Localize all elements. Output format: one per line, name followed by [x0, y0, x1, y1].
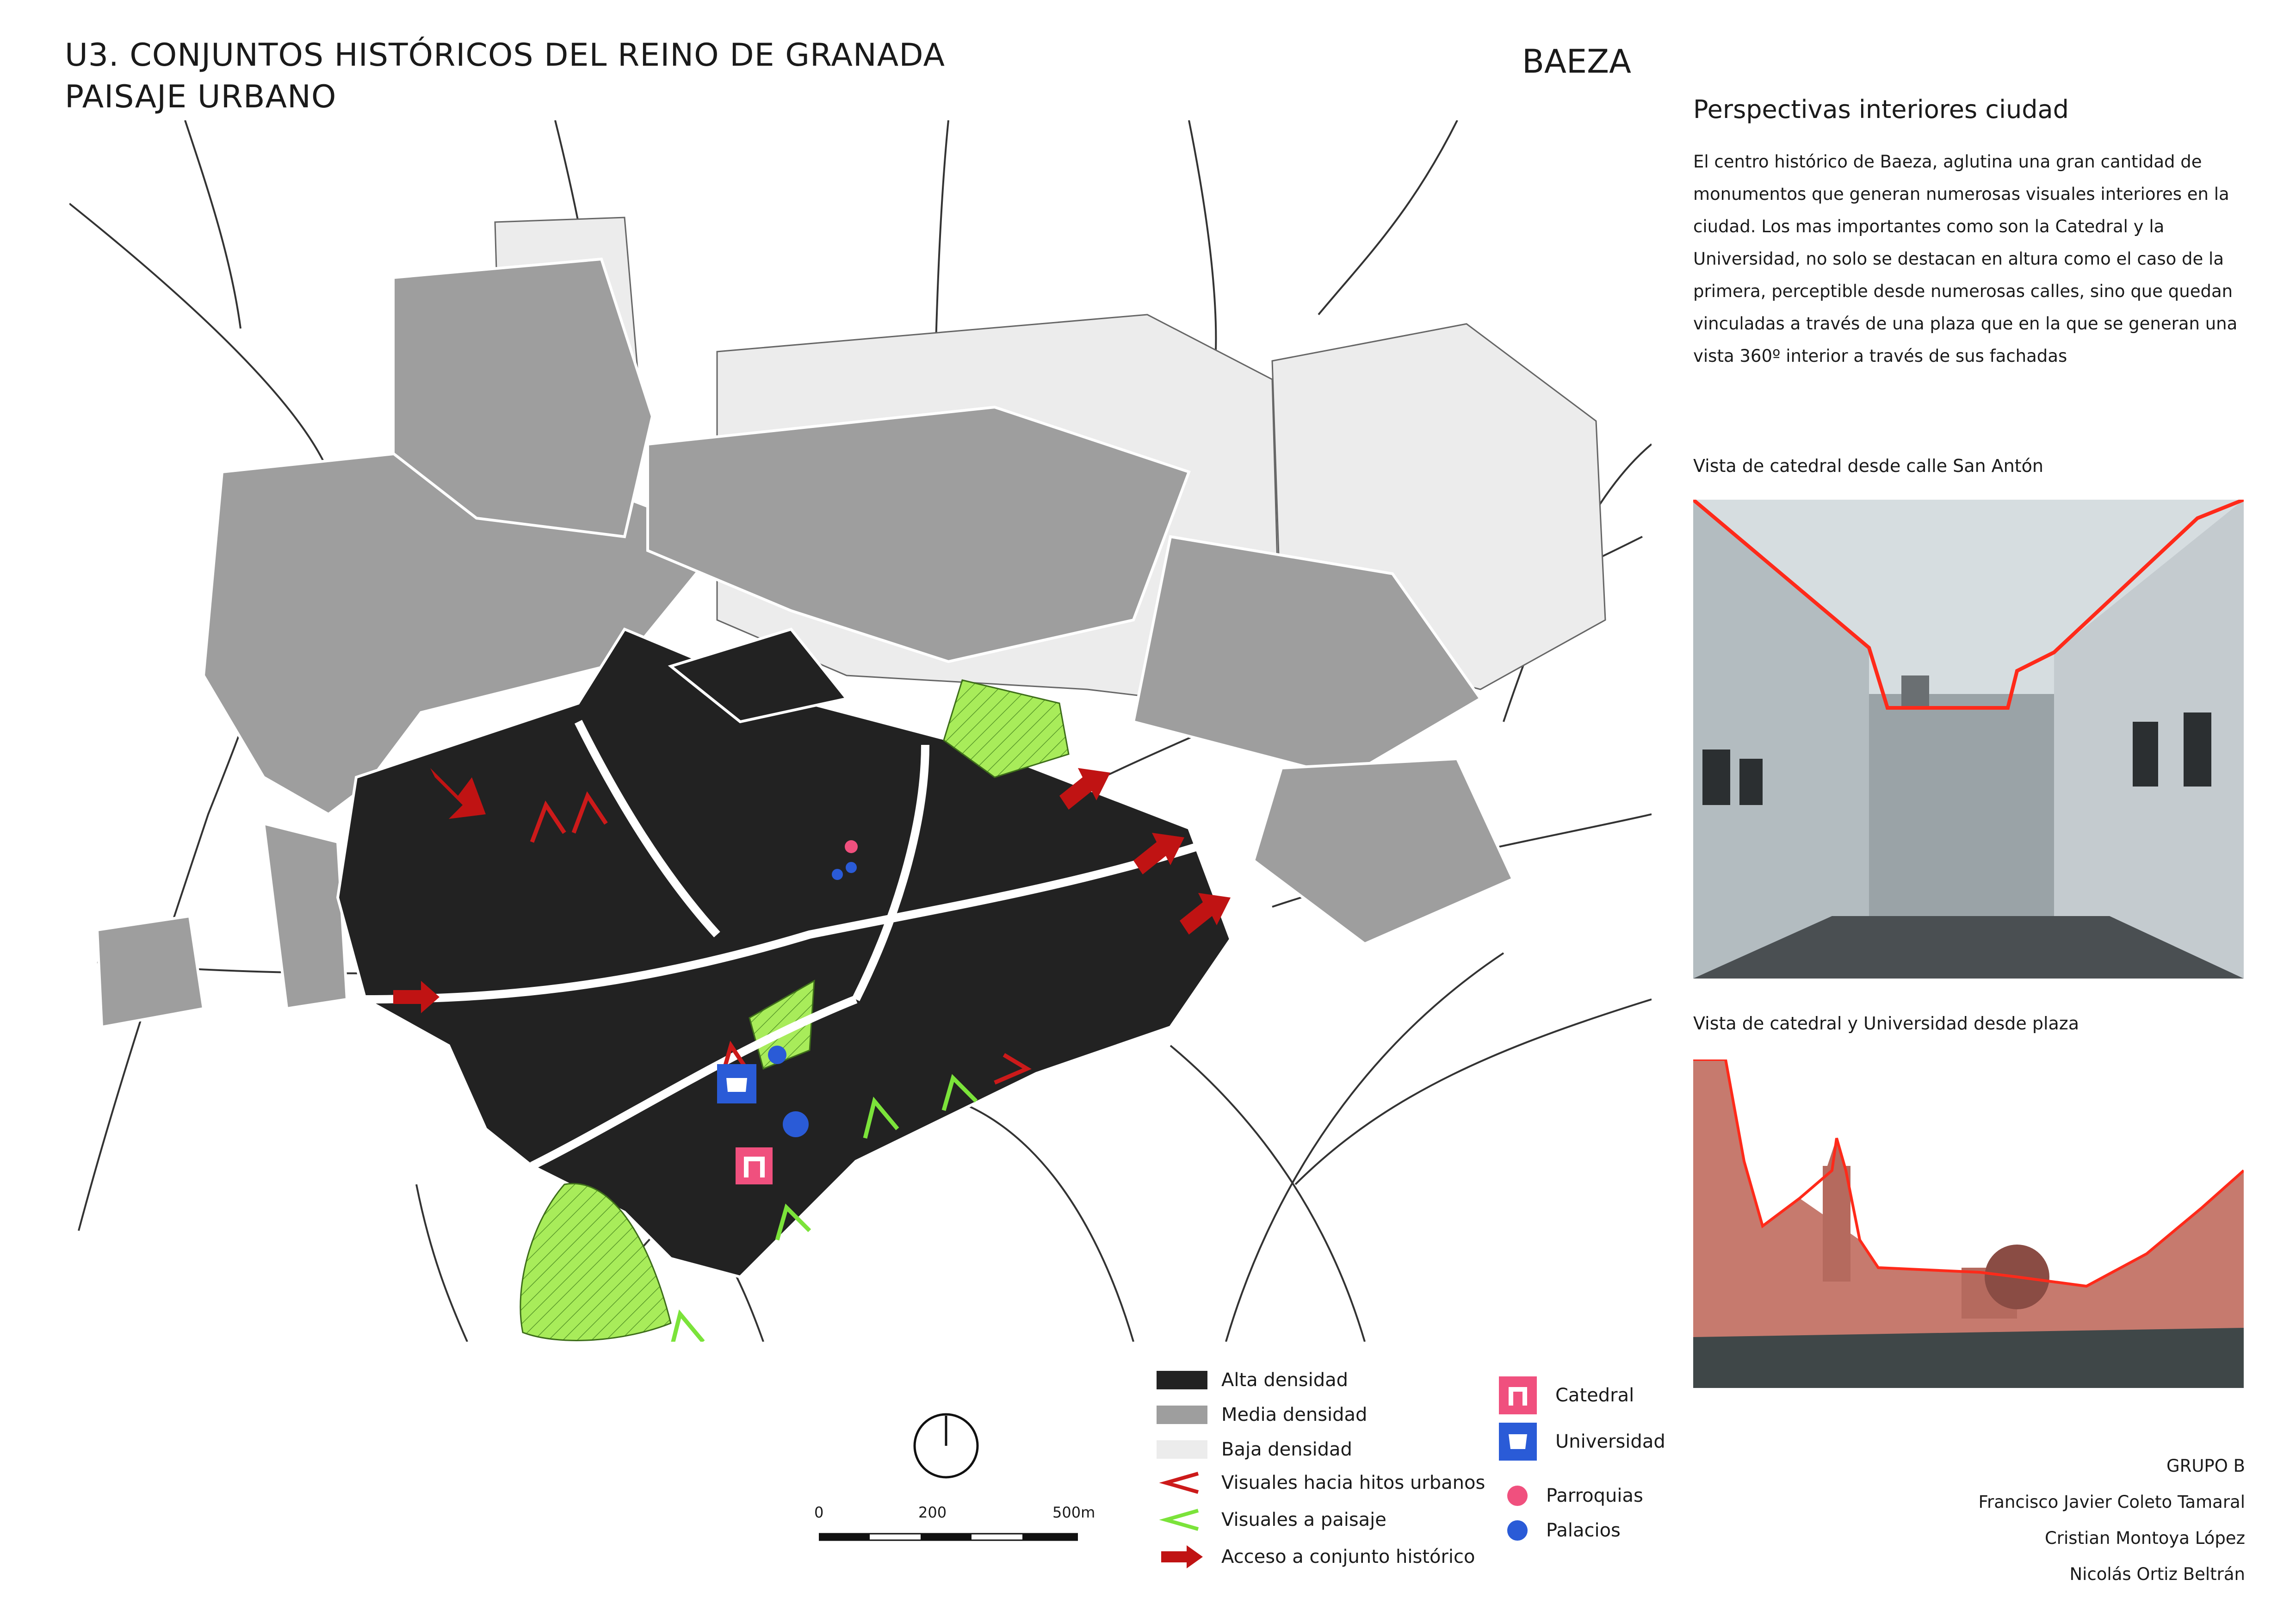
red-arrow-icon	[1157, 1543, 1207, 1571]
legend-parishes	[1499, 1485, 1643, 1506]
title-line-2: PAISAJE URBANO	[65, 79, 337, 115]
credit-author: Cristian Montoya López	[2044, 1528, 2245, 1548]
scale-tick-200: 200	[918, 1504, 947, 1521]
legend-label: Baja densidad	[1221, 1439, 1352, 1460]
north-compass-icon	[911, 1411, 981, 1481]
scale-tick-500: 500m	[1052, 1504, 1095, 1521]
legend-university	[1499, 1423, 1665, 1461]
legend-swatch-medium	[1157, 1406, 1207, 1424]
palace-point	[832, 869, 843, 880]
plaza-view-photo	[1693, 1059, 2244, 1388]
palace-point	[783, 1111, 809, 1137]
legend-label: Catedral	[1555, 1385, 1634, 1406]
city-name: BAEZA	[1522, 43, 1631, 81]
legend-label: Media densidad	[1221, 1404, 1368, 1425]
legend-label: Visuales a paisaje	[1221, 1509, 1386, 1530]
panel-description: El centro histórico de Baeza, aglutina una gran cantidad de monumentos que generan numerosas visuales interiores en la ciudad. Los mas importantes como son la Catedral y la Universidad, no solo se destacan en altura como el caso de la primera, perceptible desde numerosas calles, sino que quedan vinculadas a través de una plaza que en la que se generan una vista 360º interior a través de sus fachadas	[1693, 152, 2238, 366]
visual-landscape-marker	[671, 1314, 703, 1342]
high-density-zones	[338, 629, 1231, 1277]
street-view-photo	[1693, 500, 2244, 979]
photo2-caption: Vista de catedral y Universidad desde plaza	[1693, 1013, 2079, 1034]
panel-title: Perspectivas interiores ciudad	[1693, 95, 2069, 124]
scale-bar	[814, 1504, 1096, 1559]
legend-swatch-low	[1157, 1440, 1207, 1459]
legend-medium-density	[1157, 1404, 1367, 1425]
legend-swatch-high	[1157, 1371, 1207, 1389]
legend-label: Alta densidad	[1221, 1369, 1348, 1391]
scale-bar-graphic	[819, 1529, 1078, 1543]
photo1-caption: Vista de catedral desde calle San Antón	[1693, 456, 2043, 476]
legend-label: Parroquias	[1546, 1485, 1643, 1506]
red-chevron-icon	[1157, 1469, 1207, 1497]
green-chevron-icon	[1157, 1506, 1207, 1534]
urban-density-map	[69, 120, 1652, 1342]
legend-landscape-visuals	[1157, 1506, 1386, 1534]
legend-label: Acceso a conjunto histórico	[1221, 1546, 1475, 1567]
legend-label: Universidad	[1555, 1431, 1665, 1452]
legend-landmark-visuals	[1157, 1469, 1485, 1497]
title-line-1: U3. CONJUNTOS HISTÓRICOS DEL REINO DE GRANADA	[65, 37, 945, 74]
palace-dot-icon	[1507, 1520, 1528, 1541]
legend-low-density	[1157, 1439, 1352, 1460]
credit-author: Francisco Javier Coleto Tamaral	[1978, 1492, 2245, 1512]
cathedral-icon	[1499, 1376, 1537, 1414]
parish-dot-icon	[1507, 1486, 1528, 1506]
university-icon	[1499, 1423, 1537, 1461]
legend-cathedral	[1499, 1376, 1634, 1414]
credit-author: Nicolás Ortiz Beltrán	[2069, 1564, 2245, 1584]
legend-label: Visuales hacia hitos urbanos	[1221, 1472, 1485, 1493]
palace-point	[846, 862, 857, 873]
palace-point	[768, 1046, 786, 1064]
legend-palaces	[1499, 1520, 1621, 1541]
scale-tick-0: 0	[814, 1504, 824, 1521]
legend-high-density	[1157, 1369, 1348, 1391]
parish-point	[845, 840, 858, 853]
legend-label: Palacios	[1546, 1520, 1621, 1541]
credit-group: GRUPO B	[2166, 1456, 2245, 1476]
credits	[1978, 1448, 2245, 1592]
legend-access	[1157, 1543, 1475, 1571]
